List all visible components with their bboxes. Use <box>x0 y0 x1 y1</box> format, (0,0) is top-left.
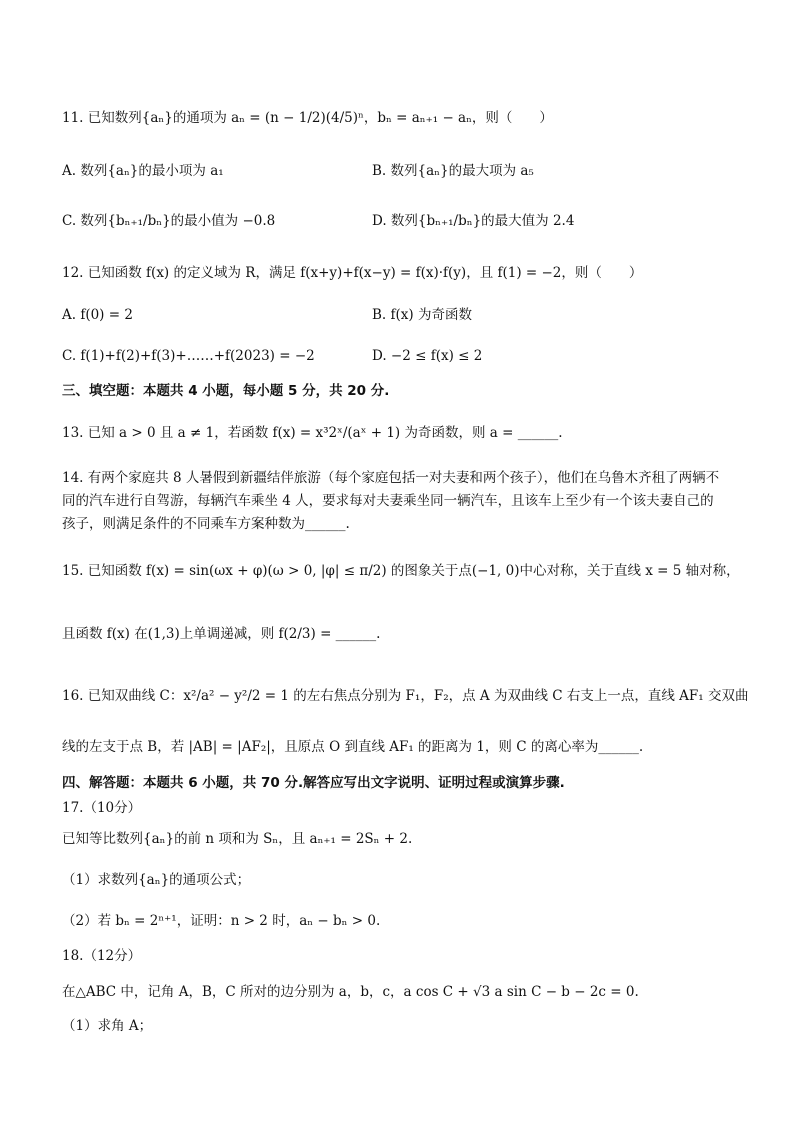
q11-option-d: D. 数列{bₙ₊₁/bₙ}的最大值为 2.4 <box>372 213 575 229</box>
q12-option-c: C. f(1)+f(2)+f(3)+……+f(2023) = −2 <box>62 348 315 364</box>
q18-stem: 在△ABC 中，记角 A，B，C 所对的边分别为 a，b，c，a cos C + √3 a sin C − b − 2c = 0. <box>62 984 639 1000</box>
section-answer-heading: 四、解答题：本题共 6 小题，共 70 分.解答应写出文字说明、证明过程或演算步骤. <box>62 775 565 791</box>
q17-heading: 17.（10分） <box>62 800 142 816</box>
q15-line2: 且函数 f(x) 在(1,3)上单调递减，则 f(2/3) = ______. <box>62 626 381 642</box>
q12-option-b: B. f(x) 为奇函数 <box>372 307 472 323</box>
q12-option-a: A. f(0) = 2 <box>62 307 133 323</box>
q18-heading: 18.（12分） <box>62 948 142 964</box>
q11-option-a: A. 数列{aₙ}的最小项为 a₁ <box>62 163 224 179</box>
q11-option-b: B. 数列{aₙ}的最大项为 a₅ <box>372 163 534 179</box>
q17-stem: 已知等比数列{aₙ}的前 n 项和为 Sₙ，且 aₙ₊₁ = 2Sₙ + 2. <box>62 831 413 847</box>
q11-stem: 11. 已知数列{aₙ}的通项为 aₙ = (n − 1/2)(4/5)ⁿ，bₙ = aₙ₊₁ − aₙ，则（ ） <box>62 110 553 126</box>
q17-part2: （2）若 bₙ = 2ⁿ⁺¹，证明：n > 2 时，aₙ − bₙ > 0. <box>62 913 381 929</box>
q12-stem: 12. 已知函数 f(x) 的定义域为 R，满足 f(x+y)+f(x−y) = f(x)·f(y)，且 f(1) = −2，则（ ） <box>62 265 643 281</box>
q15-line1: 15. 已知函数 f(x) = sin(ωx + φ)(ω > 0, |φ| ≤ π/2) 的图象关于点(−1, 0)中心对称，关于直线 x = 5 轴对称， <box>62 563 740 579</box>
q16-line2: 线的左支于点 B，若 |AB| = |AF₂|，且原点 O 到直线 AF₁ 的距离为 1，则 C 的离心率为______. <box>62 739 644 755</box>
q12-option-d: D. −2 ≤ f(x) ≤ 2 <box>372 348 483 364</box>
q16-line1: 16. 已知双曲线 C：x²/a² − y²/2 = 1 的左右焦点分别为 F₁，F₂，点 A 为双曲线 C 右支上一点，直线 AF₁ 交双曲 <box>62 688 749 704</box>
section-fill-in-heading: 三、填空题：本题共 4 小题，每小题 5 分，共 20 分. <box>62 383 390 399</box>
q18-part1: （1）求角 A； <box>62 1018 153 1034</box>
q14: 14. 有两个家庭共 8 人暑假到新疆结伴旅游（每个家庭包括一对夫妻和两个孩子），他们在乌鲁木齐租了两辆不同的汽车进行自驾游，每辆汽车乘坐 4 人，要求每对夫妻乘坐同一辆汽车，且该车上至少有一个该夫妻自己的孩子，则满足条件的不同乘车方案种数为______. <box>62 470 720 532</box>
q17-part1: （1）求数列{aₙ}的通项公式； <box>62 872 251 888</box>
q11-option-c: C. 数列{bₙ₊₁/bₙ}的最小值为 −0.8 <box>62 213 276 229</box>
q13: 13. 已知 a > 0 且 a ≠ 1，若函数 f(x) = x³2ˣ/(aˣ + 1) 为奇函数，则 a = ______. <box>62 425 563 441</box>
